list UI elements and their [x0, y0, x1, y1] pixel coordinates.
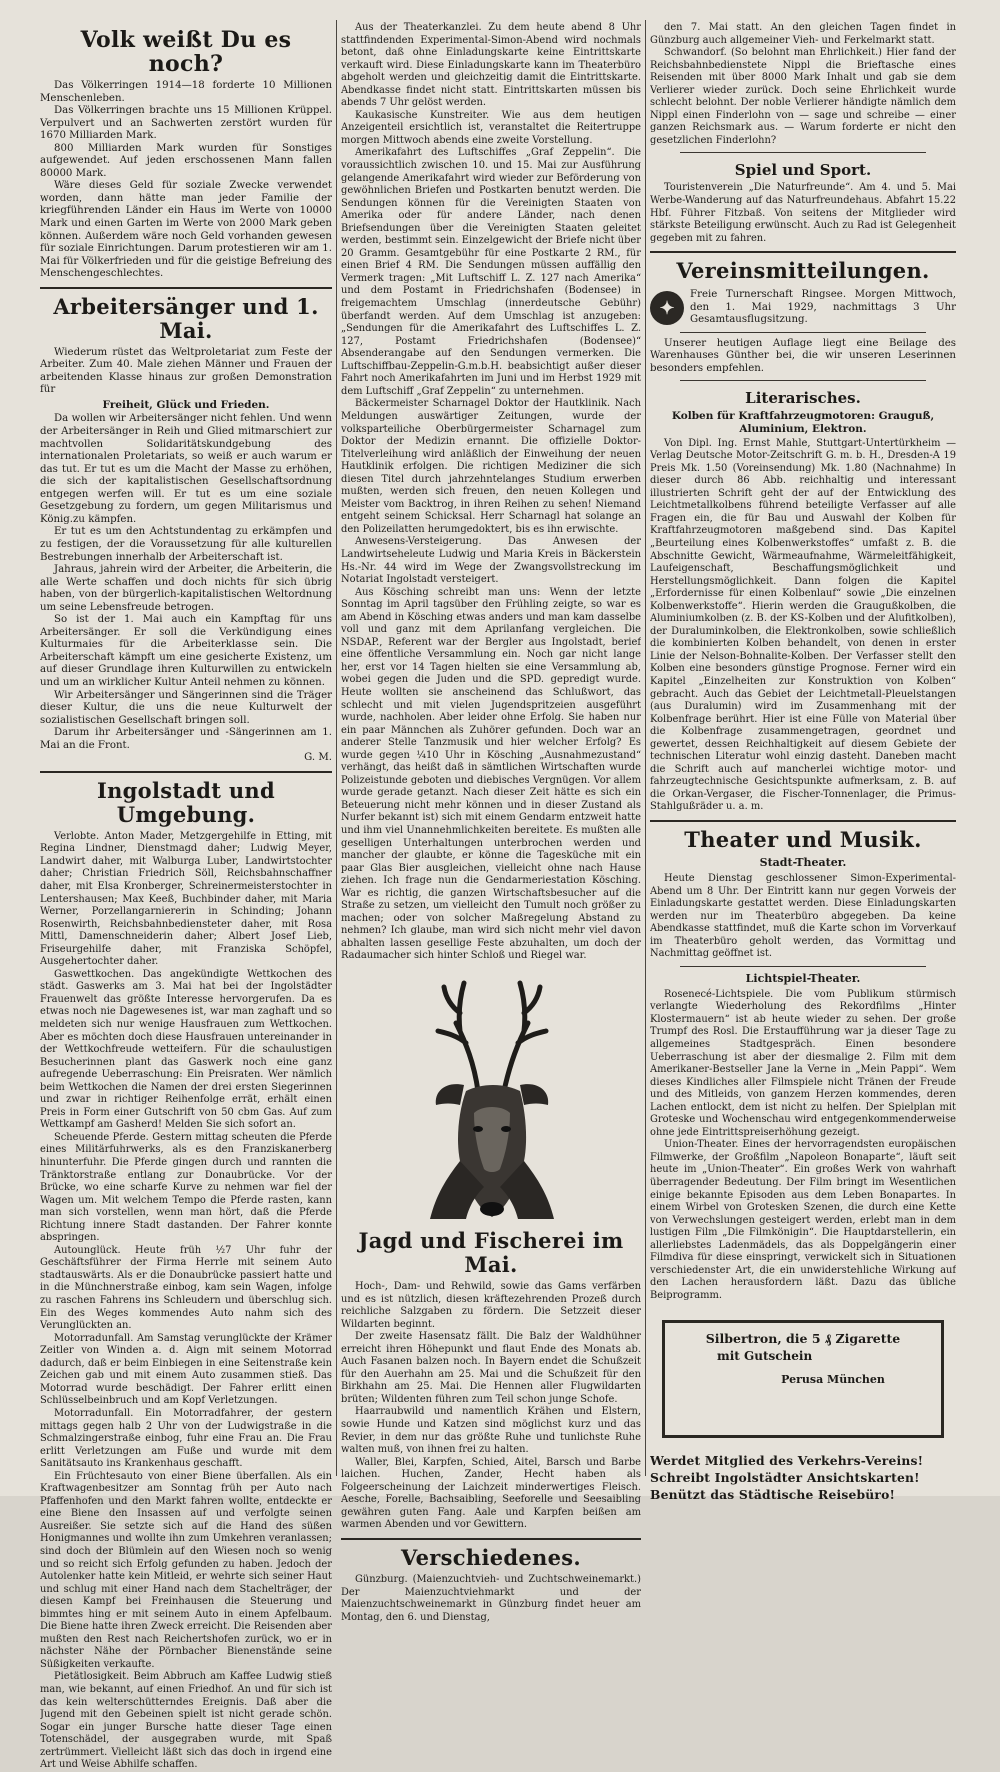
divider — [680, 332, 926, 333]
paragraph: So ist der 1. Mai auch ein Kampftag für uns Arbeitersänger. Er soll die Verkündigung eines Kulturmaies für die Arbeiterklasse sein. Die Arbeiterschaft kämpft um eine gesicherte Existenz, um auf dieser Grundlage ihren Kulturwillen zu entwickeln und um an wirklicher Kultur Anteil nehmen zu können. — [40, 614, 332, 688]
paragraph: Union-Theater. Eines der hervorragendsten europäischen Filmwerke, der Großfilm „Napoleon Bonaparte“, läuft seit heute im „Union-Theater“. Ein großes Werk von wahrhaft überragender Bedeutung. Der Film bringt im Wesentlichen einige bekannte Episoden aus dem Leben Bonapartes. In einem Wirbel von Grotesken Szenen, die durch eine Kette von Verwechslungen gesteigert werden, erlebt man in dem lustigen Film „Die Filmkönigin“. Die Hauptdarstellerin, ein allerliebstes Ladenmädels, das als Doppelgängerin einer Filmdiva für diese einspringt, verwickelt sich in Situationen verschiedenster Art, die ein unwiderstehliche Wirkung auf den Lachen herausfordern läßt. Dazu das übliche Beiprogramm. — [650, 1139, 956, 1301]
signature: G. M. — [304, 752, 332, 764]
heading-verschiedenes: Verschiedenes. — [400, 1544, 581, 1570]
ad-brand: Perusa München — [781, 1373, 885, 1387]
divider — [650, 820, 956, 822]
verein-entry — [650, 289, 956, 327]
divider — [341, 1538, 641, 1540]
paragraph: Aus Kösching schreibt man uns: Wenn der letzte Sonntag im April tagsüber den Frühling zeigte, so war es am Abend in Kösching etwas anders und man kam dasselbe voll und ganz mit dem Aprilanfang vergleichen. Die NSDAP., Referent war der Bergler aus Ingolstadt, berief eine öffentliche Versammlung ein. Noch gar nicht lange her, erst vor 14 Tagen hielten sie eine Versammlung ab, wobei gegen die Juden und die SPD. gepredigt wurde. Heute wollten sie anscheinend das Schlußwort, das schlecht und mit vielen Jugendspritzeien ausgeführt wurde, nachholen. Aber leider ohne Erfolg. Sie haben nur ein paar Männchen als Zuhörer gefunden. Doch war an anderer Stelle Tanzmusik und hier welcher Erfolg? Es wurde gegen ¼10 Uhr in Kösching „Ausnahmezustand“ verhängt, das heißt daß in sämtlichen Wirtschaften wurde Polizeistunde geboten und diebisches Vergnügen. Vor allem wurde gerade getanzt. Nach dieser Zeit hätte es sich ein Beteuerung nicht mehr können und in dieser Zustand als Nurfer bekannt ist) sich mit einem Gendarm entzweit hatte und ihm viel Unannehmlichkeiten bereitete. Es mußten alle geselligen Unterhaltungen unterbrochen werden und mancher der glaubte, er könne die Tagesküche mit ein paar Glas Bier ausgleichen, vielleicht ohne nach Hause ziehen. Ich frage nun die Gendarmeriestation Kösching. War es richtig, die ganzen Wirtschaftsbesucher auf die Straße zu setzen, um vielleicht den Tumult noch größer zu machen; oder von solcher Maßregelung Abstand zu nehmen? Ich glaube, man wird sich nicht mehr viel davon abhalten lassen gesellige Feste abzuhalten, um doch der Radaumacher sich hinter Schloß und Riegel war. — [341, 586, 641, 962]
article-lichtspiel — [650, 989, 956, 1303]
paragraph: Motorradunfall. Ein Motorradfahrer, der gestern mittags gegen halb 2 Uhr von der Ludwigstraße in die Schmalzingerstraße einbog, fuhr eine Frau an. Die Frau erlitt Verletzungen am Fuße und wurde mit dem Sanitätsauto ins Krankenhaus geschafft. — [40, 1407, 332, 1470]
slogan-line: Schreibt Ingolstädter Ansichtskarten! — [650, 1470, 920, 1486]
paragraph: Kaukasische Kunstreiter. Wie aus dem heutigen Anzeigenteil ersichtlich ist, veranstaltet die Reitertruppe morgen Mittwoch abends eine zweite Vorstellung. — [341, 109, 641, 146]
heading-literarisches: Literarisches. — [745, 389, 861, 408]
paragraph: Anwesens-Versteigerung. Das Anwesen der Landwirtseheleute Ludwig und Maria Kreis in Bäckerstein Hs.-Nr. 44 wird im Wege der Zwangsvollstreckung im Notariat Ingolstadt versteigert. — [341, 536, 641, 586]
divider — [680, 380, 926, 381]
heading-spiel-sport: Spiel und Sport. — [734, 161, 872, 180]
article-local-news — [341, 22, 641, 963]
column-rule — [645, 20, 646, 1476]
slogan: Freiheit, Glück und Frieden. — [102, 398, 270, 411]
paragraph: Schwandorf. (So belohnt man Ehrlichkeit.) Hier fand der Reichsbahnbedienstete Nippl die Brieftasche eines Reisenden mit über 8000 Mark Inhalt und gab sie dem Verlierer wieder zurück. Doch seine Ehrlichkeit wurde schlecht belohnt. Der noble Verlierer händigte nämlich dem Nippl einen Finderlohn von — sage und schreibe — einer ganzen Reichsmark aus. — Warum forderte er nicht den gesetzlichen Finderlohn? — [650, 47, 956, 146]
paragraph: Ein Früchtesauto von einer Biene überfallen. Als ein Kraftwagenbesitzer am Sonntag früh per Auto nach Pfaffenhofen und den Markt fahren wollte, entdeckte er eine Biene den Insassen auf und verfolgte seinen Ausreißer. Sie setzte sich auf die Hand des süßen Honigmannes und wollte ihn zum Umkehren veranlassen; sind doch der Blümlein auf den Wiesen noch so wenig und so reicht sich Erfolg gefunden zu haben. Jedoch der Autolenker hatte kein Mitleid, er wehrte sich seiner Haut und schlug mit einer Hand nach dem Stachelträger, der diesen Kampf bei Freinhausen die Steuerung und bimmtes hing er mit seinem Auto in einem Apfelbaum. Die Biene hatte ihren Zweck erreicht. Die Reisenden aber mußten den Rest nach Reichertshofen zurück, wo er in nächster Nähe der Pörnbacher Bienenstände seine Süßigkeiten verkaufte. — [40, 1470, 332, 1670]
paragraph: Wir Arbeitersänger und Sängerinnen sind die Träger dieser Kultur, die uns die neue Kulturwelt der sozialistischen Gesellschaft bringen soll. — [40, 689, 332, 726]
column-2 — [341, 22, 641, 1624]
book-title: Kolben für Kraftfahrzeugmotoren: Grauguß, Aluminium, Elektron. — [671, 410, 935, 436]
column-1 — [40, 22, 332, 1772]
paragraph: Er tut es um den Achtstundentag zu erkämpfen und zu festigen, der die Voraussetzung für alle kulturellen Bestrebungen innerhalb der Arbeiterschaft ist. — [40, 526, 332, 563]
paragraph: Amerikafahrt des Luftschiffes „Graf Zeppelin“. Die voraussichtlich zwischen 10. und 15. Mai zur Ausführung gelangende Amerikafahrt wird wieder zur Beförderung von gewöhnlichen Briefen und Postkarten benutzt werden. Die Sendungen können für die Vereinigten Staaten von Amerika oder für andere Länder, nach denen Briefsendungen über die Vereinigten Staaten geleitet werden, bestimmt sein. Einzelgewicht der Briefe nicht über 20 Gramm. Gesamtgebühr für eine Postkarte 2 RM., für einen Brief 4 RM. Die Sendungen müssen auffällig den Vermerk tragen: „Mit Luftschiff L. Z. 127 nach Amerika“ und dem Postamt in Friedrichshafen (Bodensee) in freigemachtem Umschlag (innerdeutsche Gebühr) überfandt werden. Auf dem Umschlag ist anzugeben: „Sendungen für die Amerikafahrt des Luftschiffes L. Z. 127, Postamt Friedrichshafen (Bodensee)“ Absenderangabe auf den Sendungen vermerken. Die Luftschiffbau-Zeppelin-G.m.b.H. beabsichtigt außer dieser Fahrt noch Amerikafahrten im Juni und im Herbst 1929 mit dem Luftschiff „Graf Zeppelin“ zu unternehmen. — [341, 147, 641, 397]
paragraph: Von Dipl. Ing. Ernst Mahle, Stuttgart-Untertürkheim — Verlag Deutsche Motor-Zeitschrift G. m. b. H., Dresden-A 19 Preis Mk. 1.50 (Voreinsendung) Mk. 1.80 (Nachnahme) In dieser durch 86 Abb. reichhaltig und interessant illustrierten Schrift geht der auf der Entwicklung des Leichtmetallkolbens führend beteiligte Verfasser auf alle Fragen ein, die für Bau und Auswahl der Kolben für Kraftfahrzeugmotoren maßgebend sind. Das Kapitel „Beurteilung eines Kolbenwerkstoffes“ umfaßt z. B. die Abschnitte Gewicht, Wärmeaufnahme, Wärmeleitfähigkeit, Laufeigenschaft, Beschaffungsmöglichkeit und Herstellungsmöglichkeit. Dann folgen die Kapitel „Erfordernisse für einen Kolbenlauf“ sowie „Die einzelnen Kolbenwerkstoffe“. Hierin werden die Graugußkolben, die Aluminiumkolben (z. B. der KS-Kolben und der Alufitkolben), der Duraluminkolben, die Elektronkolben, sowie schließlich die kombinierten Kolben behandelt, von denen in erster Linie der Nelson-Bohnalite-Kolben. Der Verfasser stellt den Kolben eine besonders günstige Prognose. Ferner wird ein Kapitel „Einzelheiten zur Konstruktion von Kolben“ gebracht. Auch das Gebiet der Leichtmetall-Pleuelstangen (aus Duralumin) wird im Zusammenhang mit der Kolbenfrage berührt. Hier ist eine Fülle von Material über die Kolbenfrage zusammengetragen, geordnet und gewertet, dessen Reichhaltigkeit auf diesem Gebiete der technischen Literatur wohl einzig dasteht. Daneben macht die Schrift auch auf mancherlei wichtige motor- und fahrzeugtechnische Gesichtspunkte aufmerksam, z. B. auf die Orkan-Vergaser, die Fischer-Tonnenlager, die Primus-Stahlgußräder u. a. m. — [650, 437, 956, 813]
divider — [650, 251, 956, 253]
article-spiel-sport — [650, 182, 956, 245]
paragraph: Hoch-, Dam- und Rehwild, sowie das Gams verfärben und es ist nützlich, diesen kräftezehrenden Prozeß durch reichliche Salzgaben zu fördern. Die Setzzeit dieser Wildarten beginnt. — [341, 1281, 641, 1330]
paragraph: Jahraus, jahrein wird der Arbeiter, die Arbeiterin, die alle Werte schaffen und doch nichts für sich übrig haben, von der bürgerlich-kapitalistischen Weltordnung um seine Lebensfreude betrogen. — [40, 564, 332, 613]
paragraph: Wiederum rüstet das Weltproletariat zum Feste der Arbeiter. Zum 40. Male ziehen Männer und Frauen der arbeitenden Klasse hinaus zur großen Demonstration für — [40, 346, 332, 396]
divider — [680, 152, 926, 153]
article-jagd — [341, 1281, 641, 1532]
paragraph: den 7. Mai statt. An den gleichen Tagen findet in Günzburg auch allgemeiner Vieh- und Ferkelmarkt statt. — [650, 22, 956, 46]
paragraph: Darum ihr Arbeitersänger und -Sängerinnen am 1. Mai an die Front. — [40, 727, 332, 751]
article-literarisches — [650, 438, 956, 814]
paragraph: Touristenverein „Die Naturfreunde“. Am 4. und 5. Mai Werbe-Wanderung auf das Naturfreundehaus. Abfahrt 15.22 Hbf. Führer Fitzbaß. Von seitens der Mitglieder wird stärkste Beteiligung erwünscht. Auch zu Rad ist Gelegenheit gegeben mit zu fahren. — [650, 182, 956, 244]
heading-arbeitersaenger: Arbeitersänger und 1. Mai. — [53, 293, 319, 343]
paragraph: Wäre dieses Geld für soziale Zwecke verwendet worden, dann hätte man jeder Familie der kriegführenden Länder ein Haus im Werte von 10000 Mark und einen Garten im Werte von 2000 Mark geben können. Außerdem wäre noch Geld vorhanden gewesen für soziale Einrichtungen. Darum protestieren wir am 1. Mai für Völkerfrieden und für die geistige Befreiung des Menschengeschlechtes. — [40, 180, 332, 280]
heading-volk: Volk weißt Du es noch? — [80, 27, 292, 77]
slogan-line: Benützt das Städtische Reisebüro! — [650, 1487, 896, 1503]
article-arbeitersaenger — [40, 413, 332, 752]
deer-head-illustration — [386, 973, 596, 1223]
subheading-lichtspiel: Lichtspiel-Theater. — [745, 971, 861, 985]
paragraph: Gaswettkochen. Das angekündigte Wettkochen des städt. Gaswerks am 3. Mai hat bei der Ingolstädter Frauenwelt das größte Interesse hervorgerufen. Da es etwas noch nie Dagewesenes ist, war man zaghaft und so meldeten sich nur wenige Hausfrauen zum Wettkochen. Aber es möchten doch diese Hausfrauen untereinander in der Wettkochfreude wetteifern. Für die schaulustigen Besucherinnen plant das Gaswerk noch eine ganz aufregende Ueberraschung: Ein Preisraten. Wer nämlich beim Wettkochen die Namen der drei ersten Siegerinnen und zwar in richtiger Reihenfolge errät, erhält einen Preis in Form einer Gutschrift von 50 cbm Gas. Auf zum Wettkampf am Gasherd! Melden Sie sich sofort an. — [40, 968, 332, 1131]
paragraph: Bäckermeister Scharnagel Doktor der Hautklinik. Nach Meldungen auswärtiger Zeitungen, wurde der volksparteiliche Oberbürgermeister Scharnagel zum Doktor der Medizin ernannt. Die offizielle Doktor-Titelverleihung wird anläßlich der Einweihung der neuen Hautklinik erfolgen. Die richtigen Mediziner die sich diesen Titel durch jahrzehntelanges Studium erwerben mußten, werden sich freuen, den neuen Kollegen und Meister vom Backtrog, in ihren Reihen zu sehen! Niemand entgeht seinem Schicksal. Herr Scharnagl hat solange an den Polizeilatten herumgedoktert, bis es ihn erwischte. — [341, 398, 641, 535]
paragraph: Günzburg. (Maienzuchtvieh- und Zuchtschweinemarkt.) Der Maienzuchtviehmarkt und der Maienzuchtschweinemarkt in Günzburg findet heuer am Montag, den 6. und Dienstag, — [341, 1573, 641, 1623]
paragraph: Unserer heutigen Auflage liegt eine Beilage des Warenhauses Günther bei, die wir unseren Leserinnen besonders empfehlen. — [650, 337, 956, 374]
paragraph: Das Völkerringen brachte uns 15 Millionen Krüppel. Verpulvert und an Sachwerten zerstört wurden für 1670 Milliarden Mark. — [40, 105, 332, 142]
subheading-stadttheater: Stadt-Theater. — [759, 855, 847, 869]
paragraph: Scheuende Pferde. Gestern mittag scheuten die Pferde eines Militärfuhrwerks, als es den Franziskanerberg hinunterfuhr. Die Pferde gingen durch und rannten die Tränktorstraße entlang zur Donaubrücke. Vor der Brücke, wo eine scharfe Kurve zu nehmen war fiel der Wagen um. Mit welchem Tempo die Pferde rasten, kann man sich vorstellen, wenn man hört, daß die Pferde Richtung innere Stadt dastanden. Der Fahrer konnte abspringen. — [40, 1131, 332, 1244]
heading-jagd: Jagd und Fischerei im Mai. — [358, 1228, 624, 1278]
paragraph: Heute Dienstag geschlossener Simon-Experimental-Abend um 8 Uhr. Der Eintritt kann nur gegen Vorweis der Einladungskarte gestattet werden. Diese Einladungskarten werden nur im Theaterbüro abgegeben. Da keine Abendkasse stattfindet, muß die Karte schon im Vorverkauf im Theaterbüro geholt werden, das Vormittag und Nachmittag geöffnet ist. — [650, 872, 956, 960]
slogan-line: Werdet Mitglied des Verkehrs-Vereins! — [650, 1453, 924, 1469]
divider — [40, 771, 332, 773]
paragraph: 800 Milliarden Mark wurden für Sonstiges aufgewendet. Auf jeden erschossenen Mann fallen 80000 Mark. — [40, 142, 332, 179]
column-3 — [650, 22, 956, 1503]
divider — [680, 966, 926, 967]
heading-vereinsmitteilungen: Vereinsmitteilungen. — [676, 258, 930, 284]
paragraph: Waller, Blei, Karpfen, Schied, Aitel, Barsch und Barbe laichen. Huchen, Zander, Hecht haben als Folgeerscheinung der Laichzeit minderwertiges Fleisch. Aesche, Forelle, Bachsaibling, Seeforelle und Seesaibling gewähren guten Fang. Aale und Karpfen beißen am warmen Abenden und vor Gewittern. — [341, 1456, 641, 1531]
article-volk — [40, 80, 332, 281]
divider — [40, 287, 332, 289]
turnerschaft-emblem-icon: ✦ — [650, 291, 684, 325]
heading-theater-musik: Theater und Musik. — [684, 826, 922, 852]
column-rule — [336, 20, 337, 1476]
paragraph: Haarraubwild und namentlich Krähen und Elstern, sowie Hunde und Katzen sind möglichst kurz und das Revier, in dem nur das größte Ruhe und tunlichste Ruhe walten muß, von ihnen frei zu halten. — [341, 1406, 641, 1456]
paragraph: Da wollen wir Arbeitersänger nicht fehlen. Und wenn der Arbeitersänger in Reih und Glied mitmarschiert zur machtvollen Solidaritätskundgebung des internationalen Proletariats, so weiß er auch warum er das tut. Er tut es um die Macht der Masse zu erhöhen, die sich der kapitalistischen Gesellschaftsordnung entgegen werfen will. Er tut es um eine soziale Gesetzgebung zu fordern, um gegen Militarismus und König.zu kämpfen. — [40, 413, 332, 525]
ad-headline: Silbertron, die 5 ₰ Zigarette — [705, 1331, 901, 1347]
cigarette-advertisement — [662, 1320, 944, 1438]
article-ingolstadt — [40, 831, 332, 1772]
paragraph: Das Völkerringen 1914—18 forderte 10 Millionen Menschenleben. — [40, 80, 332, 104]
article-regional — [650, 22, 956, 147]
paragraph: Freie Turnerschaft Ringsee. Morgen Mittwoch, den 1. Mai 1929, nachmittags 3 Uhr Gesamtausflugsitzung. — [690, 289, 956, 326]
paragraph: Rosenecé-Lichtspiele. Die vom Publikum stürmisch verlangte Wiederholung des Rekordfilms „Hinter Klostermauern“ ist ab heute wieder zu sehen. Der große Trumpf des Rosl. Die Erstaufführung war ja dieser Tage zu allgemeines Stadtgespräch. Einen besondere Ueberraschung ist aber der diesmalige 2. Film mit dem Amerikaner-Bestseller Jane la Verne in „Mein Pappi“. Wem dieses Kindliches aller Filmspiele nicht Tränen der Freude und des Mitleids, von ganzem Herzen kommendes, deren Lachen entlockt, dem ist nicht zu helfen. Der Spielplan mit Groteske und Wochenschau wird entgegenkommenderweise ohne jede Eintrittspreiserhöhung gezeigt. — [650, 988, 956, 1138]
article-verschiedenes — [341, 1574, 641, 1624]
heading-ingolstadt: Ingolstadt und Umgebung. — [96, 777, 275, 827]
paragraph: Motorradunfall. Am Samstag verunglückte der Krämer Zeitler von Winden a. d. Aign mit seinem Motorrad dadurch, daß er beim Einbiegen in eine Seitenstraße kein Zeichen gab und mit einem Auto zusammen stieß. Das Motorrad wurde beschädigt. Der Fahrer erlitt einen Schlüsselbeinbruch und am Kopf Verletzungen. — [40, 1332, 332, 1407]
paragraph: Aus der Theaterkanzlei. Zu dem heute abend 8 Uhr stattfindenden Experimental-Simon-Abend wird nochmals betont, daß ohne Einladungskarte keine Eintrittskarte verkauft wird. Diese Einladungskarte kann im Theaterbüro abgeholt werden und gleichzeitig damit die Eintrittskarte. Abendkasse findet nicht statt. Eintrittskarten müssen bis abends 7 Uhr gelöst werden. — [341, 22, 641, 109]
paragraph: Verlobte. Anton Mader, Metzgergehilfe in Etting, mit Regina Lindner, Dienstmagd daher; Ludwig Meyer, Landwirt daher, mit Walburga Luber, Landwirtstochter daher; Christian Friedrich Söll, Reichsbahnschaffner daher, mit Elsa Kronberger, Schreinermeisterstochter in Lentershausen; Max Keeß, Buchbinder daher, mit Maria Werner, Porzellangarniererin in Schinding; Johann Rosenwirth, Reichsbahnbediensteter daher, mit Rosa Mittl, Damenschneiderin daher; Albert Josef Lieb, Friseurgehilfe daher, mit Franziska Schöpfel, Ausgehertochter daher. — [40, 830, 332, 968]
paragraph: Der zweite Hasensatz fällt. Die Balz der Waldhühner erreicht ihren Höhepunkt und flaut Ende des Monats ab. Auch Fasanen balzen noch. In Bayern endet die Schußzeit für den Auerhahn am 25. Mai und die Schußzeit für den Birkhahn am 25. Mai. Die Hennen aller Flugwildarten brüten; Wildenten führen zum Teil schon junge Schofe. — [341, 1331, 641, 1405]
paragraph: Autounglück. Heute früh ½7 Uhr fuhr der Geschäftsführer der Firma Herrle mit seinem Auto stadtauswärts. Als er die Donaubrücke passiert hatte und in die Münchnerstraße einbog, kam sein Wagen, infolge zu raschen Fahrens ins Schleudern und überschlug sich. Ein des Weges kommendes Auto nahm sich des Verunglückten an. — [40, 1244, 332, 1332]
ad-subline: mit Gutschein — [717, 1349, 813, 1364]
article-stadttheater — [650, 873, 956, 961]
paragraph: Pietätlosigkeit. Beim Abbruch am Kaffee Ludwig stieß man, wie bekannt, auf einen Friedhof. An und für sich ist das kein welterschütterndes Ereignis. Daß aber die Jugend mit den Gebeinen spielt ist nicht gerade schön. Sogar ein junger Bursche hatte dieser Tage einen Totenschädel, der ausgegraben wurde, mit Spaß zertrümmert. Vielleicht läßt sich das doch in irgend eine Art und Weise Abhilfe schaffen. — [40, 1671, 332, 1771]
